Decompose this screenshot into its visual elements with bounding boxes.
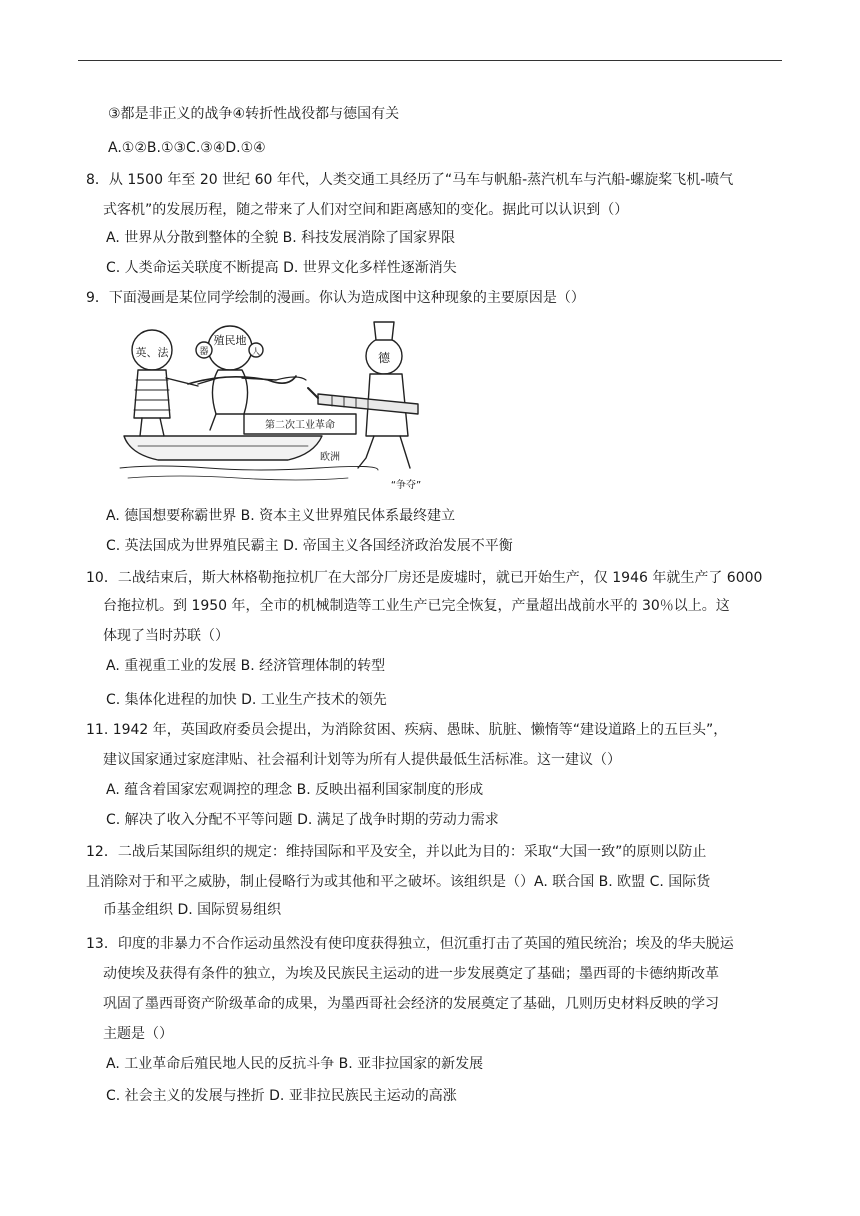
question-11-text: 11. 1942 年，英国政府委员会提出，为消除贫困、疾病、愚昧、肮脏、懒惰等“建设道路上的五巨头”，: [86, 722, 728, 738]
question-10-options: C. 集体化进程的加快 D. 工业生产技术的领先: [106, 692, 387, 708]
question-11-options: C. 解决了收入分配不平等问题 D. 满足了战争时期的劳动力需求: [106, 812, 499, 828]
question-8-text: 8．从 1500 年至 20 世纪 60 年代，人类交通工具经历了“马车与帆船-蒸汽机车与汽船-螺旋桨飞机-喷气: [86, 172, 734, 188]
cartoon-caption: “争夺”: [390, 480, 422, 491]
question-9-options: A. 德国想要称霸世界 B. 资本主义世界殖民体系最终建立: [106, 508, 456, 524]
cartoon-illustration: [118, 318, 446, 496]
text-line: ③都是非正义的战争④转折性战役都与德国有关: [108, 106, 400, 122]
cartoon-label-second-industrial-revolution: 第二次工业革命: [265, 420, 335, 431]
question-12-text: 币基金组织 D. 国际贸易组织: [103, 902, 282, 918]
cartoon-label-colony-left: 器: [199, 347, 209, 357]
question-13-text: 巩固了墨西哥资产阶级革命的成果，为墨西哥社会经济的发展奠定了基础，几则历史材料反映的学习: [103, 996, 719, 1012]
question-12-text: 且消除对于和平之威胁，制止侵略行为或其他和平之破坏。该组织是（）A. 联合国 B. 欧盟 C. 国际货: [86, 874, 711, 890]
question-11-options: A. 蕴含着国家宏观调控的理念 B. 反映出福利国家制度的形成: [106, 782, 484, 798]
question-9-options: C. 英法国成为世界殖民霸主 D. 帝国主义各国经济政治发展不平衡: [106, 538, 513, 554]
answer-options: A.①②B.①③C.③④D.①④: [108, 140, 266, 156]
question-13-options: A. 工业革命后殖民地人民的反抗斗争 B. 亚非拉国家的新发展: [106, 1056, 484, 1072]
cartoon-label-colony-right: 人: [252, 347, 260, 356]
cartoon-label-britain-france: 英、法: [135, 346, 169, 359]
cartoon-label-europe: 欧洲: [320, 452, 340, 463]
cartoon-label-colony: 殖民地: [213, 334, 247, 347]
question-10-text: 10．二战结束后，斯大林格勒拖拉机厂在大部分厂房还是废墟时，就已开始生产，仅 1946 年就生产了 6000: [86, 570, 763, 586]
question-10-text: 台拖拉机。到 1950 年，全市的机械制造等工业生产已完全恢复，产量超出战前水平的 30％以上。这: [103, 598, 730, 614]
question-8-options: C. 人类命运关联度不断提高 D. 世界文化多样性逐渐消失: [106, 260, 457, 276]
question-8-options: A. 世界从分散到整体的全貌 B. 科技发展消除了国家界限: [106, 230, 456, 246]
question-13-options: C. 社会主义的发展与挫折 D. 亚非拉民族民主运动的高涨: [106, 1088, 457, 1104]
question-12-text: 12．二战后某国际组织的规定：维持国际和平及安全，并以此为目的：采取“大国一致”的原则以防止: [86, 844, 707, 860]
question-10-options: A. 重视重工业的发展 B. 经济管理体制的转型: [106, 658, 386, 674]
question-8-text: 式客机”的发展历程，随之带来了人们对空间和距离感知的变化。据此可以认识到（）: [103, 202, 629, 218]
header-rule: [78, 60, 782, 61]
question-13-text: 动使埃及获得有条件的独立，为埃及民族民主运动的进一步发展奠定了基础；墨西哥的卡德纳斯改革: [103, 966, 719, 982]
question-13-text: 13．印度的非暴力不合作运动虽然没有使印度获得独立，但沉重打击了英国的殖民统治；埃及的华夫脱运: [86, 936, 734, 952]
question-9-text: 9．下面漫画是某位同学绘制的漫画。你认为造成图中这种现象的主要原因是（）: [86, 290, 585, 306]
question-11-text: 建议国家通过家庭津贴、社会福利计划等为所有人提供最低生活标准。这一建议（）: [103, 752, 621, 768]
question-13-text: 主题是（）: [103, 1026, 173, 1042]
cartoon-label-germany: 德: [377, 351, 391, 365]
question-10-text: 体现了当时苏联（）: [103, 628, 229, 644]
